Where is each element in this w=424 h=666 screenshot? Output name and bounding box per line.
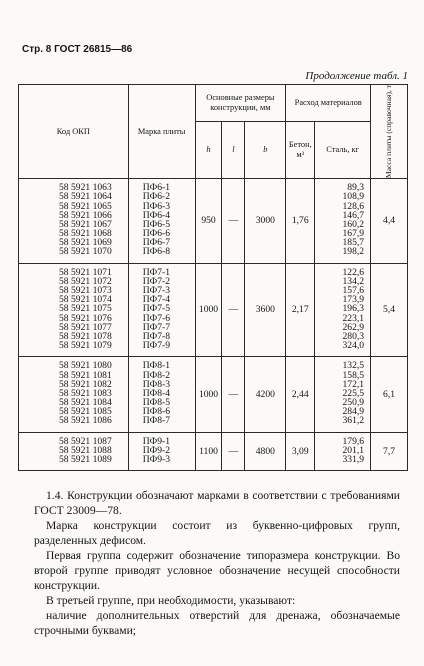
slab-mass: 4,4 — [371, 179, 408, 264]
steel-mass: 172,1 — [342, 378, 365, 390]
dim-l: — — [222, 263, 245, 357]
header-code: Код ОКП — [19, 85, 129, 179]
slab-mark: ПФ6-2 — [142, 191, 170, 203]
okp-code: 58 5921 1067 — [59, 218, 112, 230]
header-mass — [371, 85, 408, 179]
steel-mass: 185,7 — [342, 237, 365, 249]
okp-code-cell — [19, 432, 129, 471]
okp-code: 58 5921 1071 — [59, 266, 112, 278]
steel-mass: 284,9 — [342, 406, 365, 418]
okp-code: 58 5921 1064 — [59, 191, 112, 203]
steel-mass: 89,3 — [347, 182, 365, 194]
header-steel: Сталь, кг — [315, 122, 371, 179]
table-continuation-label: Продолжение табл. 1 — [305, 70, 408, 82]
okp-code: 58 5921 1087 — [59, 435, 112, 447]
slab-mark: ПФ8-1 — [142, 360, 170, 372]
okp-code: 58 5921 1083 — [59, 387, 112, 399]
slab-mark: ПФ7-2 — [142, 275, 170, 287]
steel-mass: 108,9 — [342, 191, 365, 203]
concrete-volume: 2,44 — [286, 357, 315, 432]
slab-mark: ПФ7-7 — [142, 321, 170, 333]
slab-mark: ПФ9-1 — [142, 435, 170, 447]
steel-mass: 157,6 — [342, 285, 365, 296]
dim-l: — — [222, 432, 245, 471]
header-b: b — [245, 122, 286, 179]
body-text — [34, 488, 400, 638]
steel-mass: 132,5 — [342, 360, 365, 372]
header-h: h — [195, 122, 222, 179]
paragraph: В третьей группе, при необходимости, указывают: — [46, 594, 296, 607]
slab-mark-cell — [128, 357, 195, 432]
okp-code: 58 5921 1066 — [59, 209, 112, 221]
dim-h: 950 — [195, 179, 222, 264]
slab-mass: 5,4 — [371, 263, 408, 357]
header-mass-label: Масса плиты (справочная), т — [383, 85, 393, 179]
okp-code: 58 5921 1089 — [59, 454, 112, 465]
okp-code: 58 5921 1078 — [59, 330, 112, 342]
okp-code: 58 5921 1068 — [59, 228, 112, 240]
dim-l: — — [222, 357, 245, 432]
slab-mark: ПФ7-6 — [142, 312, 170, 324]
steel-mass: 250,9 — [342, 397, 365, 409]
slab-mark: ПФ6-7 — [142, 237, 170, 249]
header-mark: Марка плиты — [128, 85, 195, 179]
slab-mark: ПФ8-7 — [142, 415, 170, 427]
slab-mark: ПФ7-9 — [142, 340, 170, 352]
okp-code: 58 5921 1063 — [59, 182, 112, 194]
table-group — [19, 357, 408, 432]
slab-mark: ПФ7-8 — [142, 330, 170, 342]
steel-mass: 324,0 — [342, 340, 365, 352]
slab-mark: ПФ9-3 — [142, 454, 170, 465]
slab-mark: ПФ7-4 — [142, 294, 170, 306]
paragraph: Первая группа содержит обозначение типоразмера конструкции. Во второй группе приводят условное обозначение несущей способности конструкции. — [34, 549, 400, 592]
slab-mark: ПФ8-2 — [142, 369, 170, 381]
header-l: l — [222, 122, 245, 179]
steel-mass: 167,9 — [342, 228, 365, 240]
okp-code: 58 5921 1065 — [59, 200, 112, 212]
concrete-volume: 3,09 — [286, 432, 315, 471]
steel-mass: 173,9 — [342, 294, 365, 306]
steel-mass: 280,3 — [342, 330, 365, 342]
slab-mass: 7,7 — [371, 432, 408, 471]
slab-mark: ПФ7-3 — [142, 285, 170, 296]
slab-mark-cell — [128, 179, 195, 264]
steel-mass: 134,2 — [342, 275, 365, 287]
paragraph: наличие дополнительных отверстий для дренажа, обозначаемые строчными буквами; — [34, 609, 400, 637]
slab-mark-cell — [128, 263, 195, 357]
slab-mark: ПФ6-8 — [142, 246, 170, 258]
header-dimensions: Основные размеры конструкции, мм — [195, 85, 286, 122]
dim-h: 1000 — [195, 357, 222, 432]
dim-b: 3600 — [245, 263, 286, 357]
page-header: Стр. 8 ГОСТ 26815—86 — [22, 44, 133, 55]
steel-mass: 146,7 — [342, 209, 365, 221]
slab-mark: ПФ8-3 — [142, 378, 170, 390]
dim-l: — — [222, 179, 245, 264]
steel-mass: 160,2 — [342, 218, 365, 230]
slab-mass: 6,1 — [371, 357, 408, 432]
okp-code: 58 5921 1085 — [59, 406, 112, 418]
dim-h: 1100 — [195, 432, 222, 471]
slab-mark-cell — [128, 432, 195, 471]
steel-mass: 223,1 — [342, 312, 365, 324]
steel-mass-cell — [315, 263, 371, 357]
okp-code: 58 5921 1086 — [59, 415, 112, 427]
okp-code: 58 5921 1074 — [59, 294, 112, 306]
steel-mass: 198,2 — [342, 246, 365, 258]
table-group — [19, 179, 408, 264]
okp-code-cell — [19, 179, 129, 264]
okp-code: 58 5921 1073 — [59, 285, 112, 296]
steel-mass: 225,5 — [342, 387, 365, 399]
slab-mark: ПФ6-1 — [142, 182, 170, 194]
paragraph: Марка конструкции состоит из буквенно-цифровых групп, разделенных дефисом. — [34, 519, 400, 547]
slab-mark: ПФ6-6 — [142, 228, 170, 240]
steel-mass: 179,6 — [342, 435, 365, 447]
dim-b: 3000 — [245, 179, 286, 264]
dim-h: 1000 — [195, 263, 222, 357]
concrete-volume: 1,76 — [286, 179, 315, 264]
okp-code: 58 5921 1080 — [59, 360, 112, 372]
slab-mark: ПФ7-5 — [142, 303, 170, 315]
okp-code: 58 5921 1070 — [59, 246, 112, 258]
okp-code: 58 5921 1077 — [59, 321, 112, 333]
okp-code: 58 5921 1072 — [59, 275, 112, 287]
steel-mass: 331,9 — [342, 454, 365, 465]
steel-mass-cell — [315, 179, 371, 264]
dim-b: 4200 — [245, 357, 286, 432]
steel-mass-cell — [315, 432, 371, 471]
slab-mark: ПФ8-5 — [142, 397, 170, 409]
okp-code: 58 5921 1079 — [59, 340, 112, 352]
paragraph: 1.4. Конструкции обозначают марками в соответствии с требованиями ГОСТ 23009—78. — [34, 489, 400, 517]
table-row — [19, 179, 408, 264]
steel-mass: 158,5 — [342, 369, 365, 381]
table-row — [19, 263, 408, 357]
okp-code: 58 5921 1082 — [59, 378, 112, 390]
okp-code: 58 5921 1084 — [59, 397, 112, 409]
slab-mark: ПФ6-3 — [142, 200, 170, 212]
okp-code: 58 5921 1076 — [59, 312, 112, 324]
table-row — [19, 432, 408, 471]
table-group — [19, 432, 408, 471]
okp-code: 58 5921 1075 — [59, 303, 112, 315]
foundation-slab-table — [18, 84, 408, 471]
steel-mass: 262,9 — [342, 321, 365, 333]
slab-mark: ПФ7-1 — [142, 266, 170, 278]
okp-code-cell — [19, 357, 129, 432]
steel-mass: 128,6 — [342, 200, 365, 212]
steel-mass: 122,6 — [342, 266, 365, 278]
table-row — [19, 357, 408, 432]
header-materials: Расход материалов — [286, 85, 371, 122]
concrete-volume: 2,17 — [286, 263, 315, 357]
dim-b: 4800 — [245, 432, 286, 471]
slab-mark: ПФ8-4 — [142, 387, 170, 399]
steel-mass-cell — [315, 357, 371, 432]
slab-mark: ПФ6-5 — [142, 218, 170, 230]
steel-mass: 196,3 — [342, 303, 365, 315]
okp-code: 58 5921 1069 — [59, 237, 112, 249]
okp-code-cell — [19, 263, 129, 357]
header-concrete: Бетон, м³ — [286, 122, 315, 179]
slab-mark: ПФ9-2 — [142, 444, 170, 456]
slab-mark: ПФ8-6 — [142, 406, 170, 418]
slab-mark: ПФ6-4 — [142, 209, 170, 221]
okp-code: 58 5921 1081 — [59, 369, 112, 381]
okp-code: 58 5921 1088 — [59, 444, 112, 456]
table-group — [19, 263, 408, 357]
steel-mass: 361,2 — [342, 415, 365, 427]
steel-mass: 201,1 — [342, 444, 365, 456]
